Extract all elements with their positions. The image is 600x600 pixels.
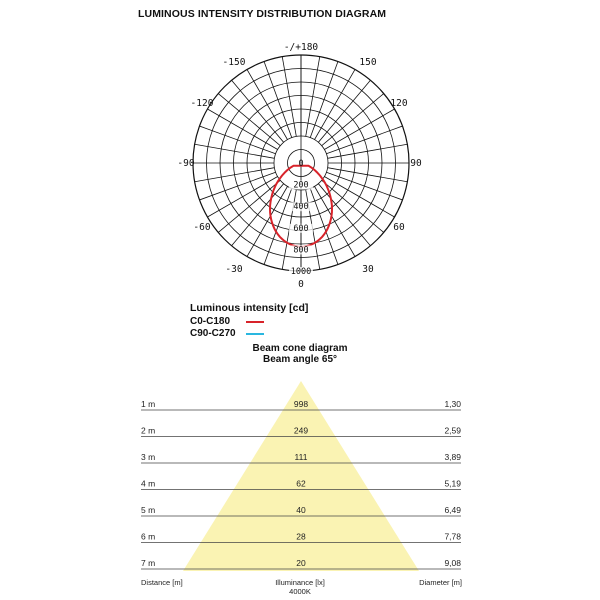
angle-label-right: 30 — [362, 264, 374, 275]
beam-illuminance: 40 — [296, 505, 306, 515]
diagram-title: LUMINOUS INTENSITY DISTRIBUTION DIAGRAM — [138, 8, 387, 20]
beam-diameter: 9,08 — [444, 558, 461, 568]
beam-distance: 7 m — [141, 558, 156, 568]
beam-subtitle: Beam angle 65° — [262, 354, 338, 365]
angle-label-right: 150 — [359, 57, 377, 68]
beam-illuminance: 111 — [294, 452, 308, 462]
illuminance-axis-label: Illuminance [lx] — [275, 578, 325, 587]
radial-label: 800 — [293, 245, 309, 256]
radial-label: 600 — [293, 223, 309, 234]
legend-label: C90-C270 — [190, 328, 236, 339]
radial-label: 200 — [293, 180, 309, 191]
angle-label-left: -90 — [177, 158, 195, 169]
beam-distance: 6 m — [141, 531, 156, 542]
beam-diameter: 1,30 — [444, 399, 461, 409]
angle-label-left: -120 — [190, 98, 214, 109]
legend-title: Luminous intensity [cd] — [190, 302, 309, 314]
beam-illuminance: 28 — [296, 531, 306, 542]
beam-title: Beam cone diagram — [252, 343, 348, 354]
distance-axis-label: Distance [m] — [141, 578, 183, 587]
radial-label: 1000 — [290, 267, 312, 277]
angle-label-bottom: 0 — [298, 279, 304, 290]
angle-label-left: -30 — [225, 264, 243, 275]
beam-diameter: 6,49 — [444, 505, 461, 515]
beam-diameter: 2,59 — [444, 425, 461, 436]
angle-label-left: -60 — [193, 222, 211, 233]
beam-distance: 1 m — [141, 399, 156, 409]
legend-label: C0-C180 — [190, 316, 231, 327]
beam-illuminance: 249 — [293, 425, 309, 436]
angle-label-left: -150 — [222, 57, 246, 68]
cct-label: 4000K — [289, 587, 311, 596]
beam-distance: 3 m — [141, 452, 156, 462]
angle-label-right: 90 — [410, 158, 422, 169]
diameter-axis-label: Diameter [m] — [419, 578, 462, 587]
beam-illuminance: 62 — [296, 478, 306, 489]
beam-illuminance: 20 — [296, 558, 306, 568]
angle-label-right: 120 — [390, 98, 408, 109]
beam-distance: 5 m — [141, 505, 156, 515]
beam-diameter: 3,89 — [444, 452, 461, 462]
beam-distance: 2 m — [141, 425, 156, 436]
angle-label-top: -/+180 — [283, 42, 319, 53]
radial-label: 400 — [293, 202, 309, 213]
beam-diameter: 5,19 — [444, 478, 461, 489]
radial-label: 0 — [298, 159, 304, 169]
beam-illuminance: 998 — [293, 399, 309, 409]
beam-distance: 4 m — [141, 478, 156, 489]
angle-label-right: 60 — [393, 222, 405, 233]
beam-diameter: 7,78 — [444, 531, 461, 542]
